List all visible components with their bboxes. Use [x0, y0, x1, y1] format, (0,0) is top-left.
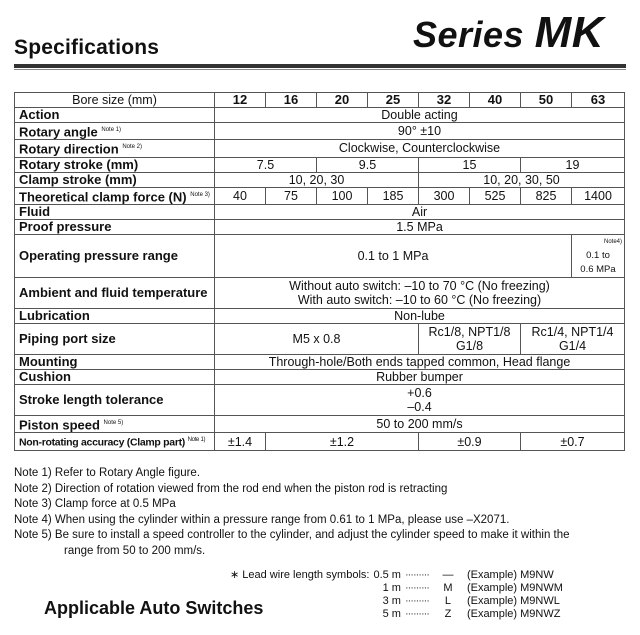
lead-wire-example: (Example) M9NWL [466, 595, 560, 607]
stroke-tolerance-label: Stroke length tolerance [15, 384, 215, 415]
lead-wire-row [230, 595, 567, 608]
table-row-rotary-stroke [15, 157, 625, 172]
lead-wire-length: 5 m [382, 608, 401, 620]
clamp-force-value: 100 [317, 187, 368, 204]
header-rule [14, 64, 626, 68]
footnote: Note 5) Be sure to install a speed controller to the cylinder, and adjust the cylinder speed to make it within the [14, 529, 570, 541]
clamp-force-value: 300 [419, 187, 470, 204]
rotary-stroke-value: 15 [419, 157, 521, 172]
table-row-clamp-stroke [15, 172, 625, 187]
non-rotating-label: Non-rotating accuracy (Clamp part) $^{Note 1)}$ [15, 433, 215, 451]
table-row-non-rotating [15, 433, 625, 451]
series-prefix: Series [412, 14, 525, 55]
lubrication-value: Non-lube [215, 308, 625, 323]
clamp-force-value: 825 [521, 187, 572, 204]
footnote: Note 1) Refer to Rotary Angle figure. [14, 467, 201, 479]
dot-leader: ········· [404, 608, 429, 620]
footnote-continuation: range from 50 to 200 mm/s. [64, 544, 206, 557]
operating-pressure-value: 0.1 to 1 MPa [215, 234, 572, 277]
bore-50: 50 [521, 93, 572, 108]
piping-label: Piping port size [15, 323, 215, 354]
clamp-force-value: 185 [368, 187, 419, 204]
table-row-piston-speed [15, 415, 625, 432]
clamp-stroke-label: Clamp stroke (mm) [15, 172, 215, 187]
fluid-label: Fluid [15, 204, 215, 219]
rotary-direction-value: Clockwise, Counterclockwise [215, 140, 625, 157]
page-title: Specifications [14, 36, 160, 59]
rotary-stroke-label: Rotary stroke (mm) [15, 157, 215, 172]
mounting-value: Through-hole/Both ends tapped common, Head flange [215, 354, 625, 369]
table-row-action [15, 108, 625, 123]
lead-wire-symbol: Z [444, 608, 452, 620]
lead-wire-symbols [230, 569, 567, 621]
clamp-stroke-value: 10, 20, 30 [215, 172, 419, 187]
clamp-force-value: 1400 [572, 187, 625, 204]
piston-speed-value: 50 to 200 mm/s [215, 415, 625, 432]
ambient-value: Without auto switch: –10 to 70 °C (No freezing) With auto switch: –10 to 60 °C (No freezing) [215, 277, 625, 308]
bore-12: 12 [215, 93, 266, 108]
table-row-proof-pressure [15, 219, 625, 234]
rotary-angle-value: 90° ±10 [215, 123, 625, 140]
header-rule-thin [14, 69, 626, 70]
clamp-force-value: 40 [215, 187, 266, 204]
lubrication-label: Lubrication [15, 308, 215, 323]
table-row-mounting [15, 354, 625, 369]
cushion-label: Cushion [15, 369, 215, 384]
lead-wire-length: 1 m [382, 582, 401, 594]
bore-size-label: Bore size (mm) [15, 93, 215, 108]
non-rotating-value: ±0.9 [419, 433, 521, 451]
lead-wire-row [230, 569, 567, 582]
piping-mid: Rc1/8, NPT1/8 G1/8 [419, 323, 521, 354]
proof-pressure-value: 1.5 MPa [215, 219, 625, 234]
dot-leader: ········· [404, 582, 429, 594]
lead-wire-symbol: L [444, 595, 451, 607]
proof-pressure-label: Proof pressure [15, 219, 215, 234]
non-rotating-value: ±0.7 [521, 433, 625, 451]
lead-wire-prefix: ∗ Lead wire length symbols: [230, 569, 370, 581]
rotary-direction-label: Rotary direction $^{Note 2)}$ [15, 140, 215, 157]
table-header-row [15, 93, 625, 108]
spec-table [14, 92, 625, 451]
non-rotating-value: ±1.2 [266, 433, 419, 451]
lead-wire-example: (Example) M9NWM [466, 582, 563, 594]
action-value: Double acting [215, 108, 625, 123]
stroke-tolerance-value: +0.6 –0.4 [215, 384, 625, 415]
lead-wire-row [230, 582, 567, 595]
footnote: Note 4) When using the cylinder within a pressure range from 0.61 to 1 MPa, please use –X2071. [14, 513, 510, 526]
rotary-stroke-value: 19 [521, 157, 625, 172]
table-row-fluid [15, 204, 625, 219]
applicable-auto-switches-title: Applicable Auto Switches [44, 598, 264, 618]
piston-speed-label: Piston speed $^{Note 5)}$ [15, 415, 215, 432]
series-title [413, 8, 604, 58]
bore-63: 63 [572, 93, 625, 108]
rotary-angle-label: Rotary angle $^{Note 1)}$ [15, 123, 215, 140]
rotary-stroke-value: 7.5 [215, 157, 317, 172]
fluid-value: Air [215, 204, 625, 219]
table-row-clamp-force [15, 187, 625, 204]
clamp-force-value: 75 [266, 187, 317, 204]
bore-20: 20 [317, 93, 368, 108]
table-row-rotary-direction [15, 140, 625, 157]
series-name: MK [534, 8, 604, 57]
clamp-force-value: 525 [470, 187, 521, 204]
mounting-label: Mounting [15, 354, 215, 369]
lead-wire-example: (Example) M9NWZ [466, 608, 561, 620]
lead-wire-example: (Example) M9NW [466, 569, 554, 581]
bore-32: 32 [419, 93, 470, 108]
rotary-stroke-value: 9.5 [317, 157, 419, 172]
clamp-force-label: Theoretical clamp force (N) $^{Note 3)}$ [15, 187, 215, 204]
lead-wire-row [230, 608, 567, 621]
action-label: Action [15, 108, 215, 123]
table-row-lubrication [15, 308, 625, 323]
dot-leader: ········· [404, 595, 429, 607]
footnotes [14, 466, 624, 559]
footnote: Note 2) Direction of rotation viewed from the rod end when the piston rod is retracting [14, 482, 448, 495]
lead-wire-length: 3 m [382, 595, 401, 607]
table-row-rotary-angle [15, 123, 625, 140]
footnote: Note 3) Clamp force at 0.5 MPa [14, 498, 176, 510]
table-row-ambient [15, 277, 625, 308]
table-row-operating-pressure [15, 234, 625, 277]
cushion-value: Rubber bumper [215, 369, 625, 384]
piping-large: Rc1/4, NPT1/4 G1/4 [521, 323, 625, 354]
bore-40: 40 [470, 93, 521, 108]
table-row-stroke-tolerance [15, 384, 625, 415]
lead-wire-length: 0.5 m [373, 569, 401, 581]
operating-pressure-label: Operating pressure range [15, 234, 215, 277]
table-row-cushion [15, 369, 625, 384]
ambient-label: Ambient and fluid temperature [15, 277, 215, 308]
bore-16: 16 [266, 93, 317, 108]
non-rotating-value: ±1.4 [215, 433, 266, 451]
bore-25: 25 [368, 93, 419, 108]
clamp-stroke-value: 10, 20, 30, 50 [419, 172, 625, 187]
operating-pressure-alt: Note4) 0.1 to 0.6 MPa [572, 234, 625, 277]
table-row-piping [15, 323, 625, 354]
dot-leader: ········· [404, 569, 429, 581]
piping-small: M5 x 0.8 [215, 323, 419, 354]
lead-wire-symbol: — [442, 569, 454, 581]
lead-wire-symbol: M [443, 582, 453, 594]
